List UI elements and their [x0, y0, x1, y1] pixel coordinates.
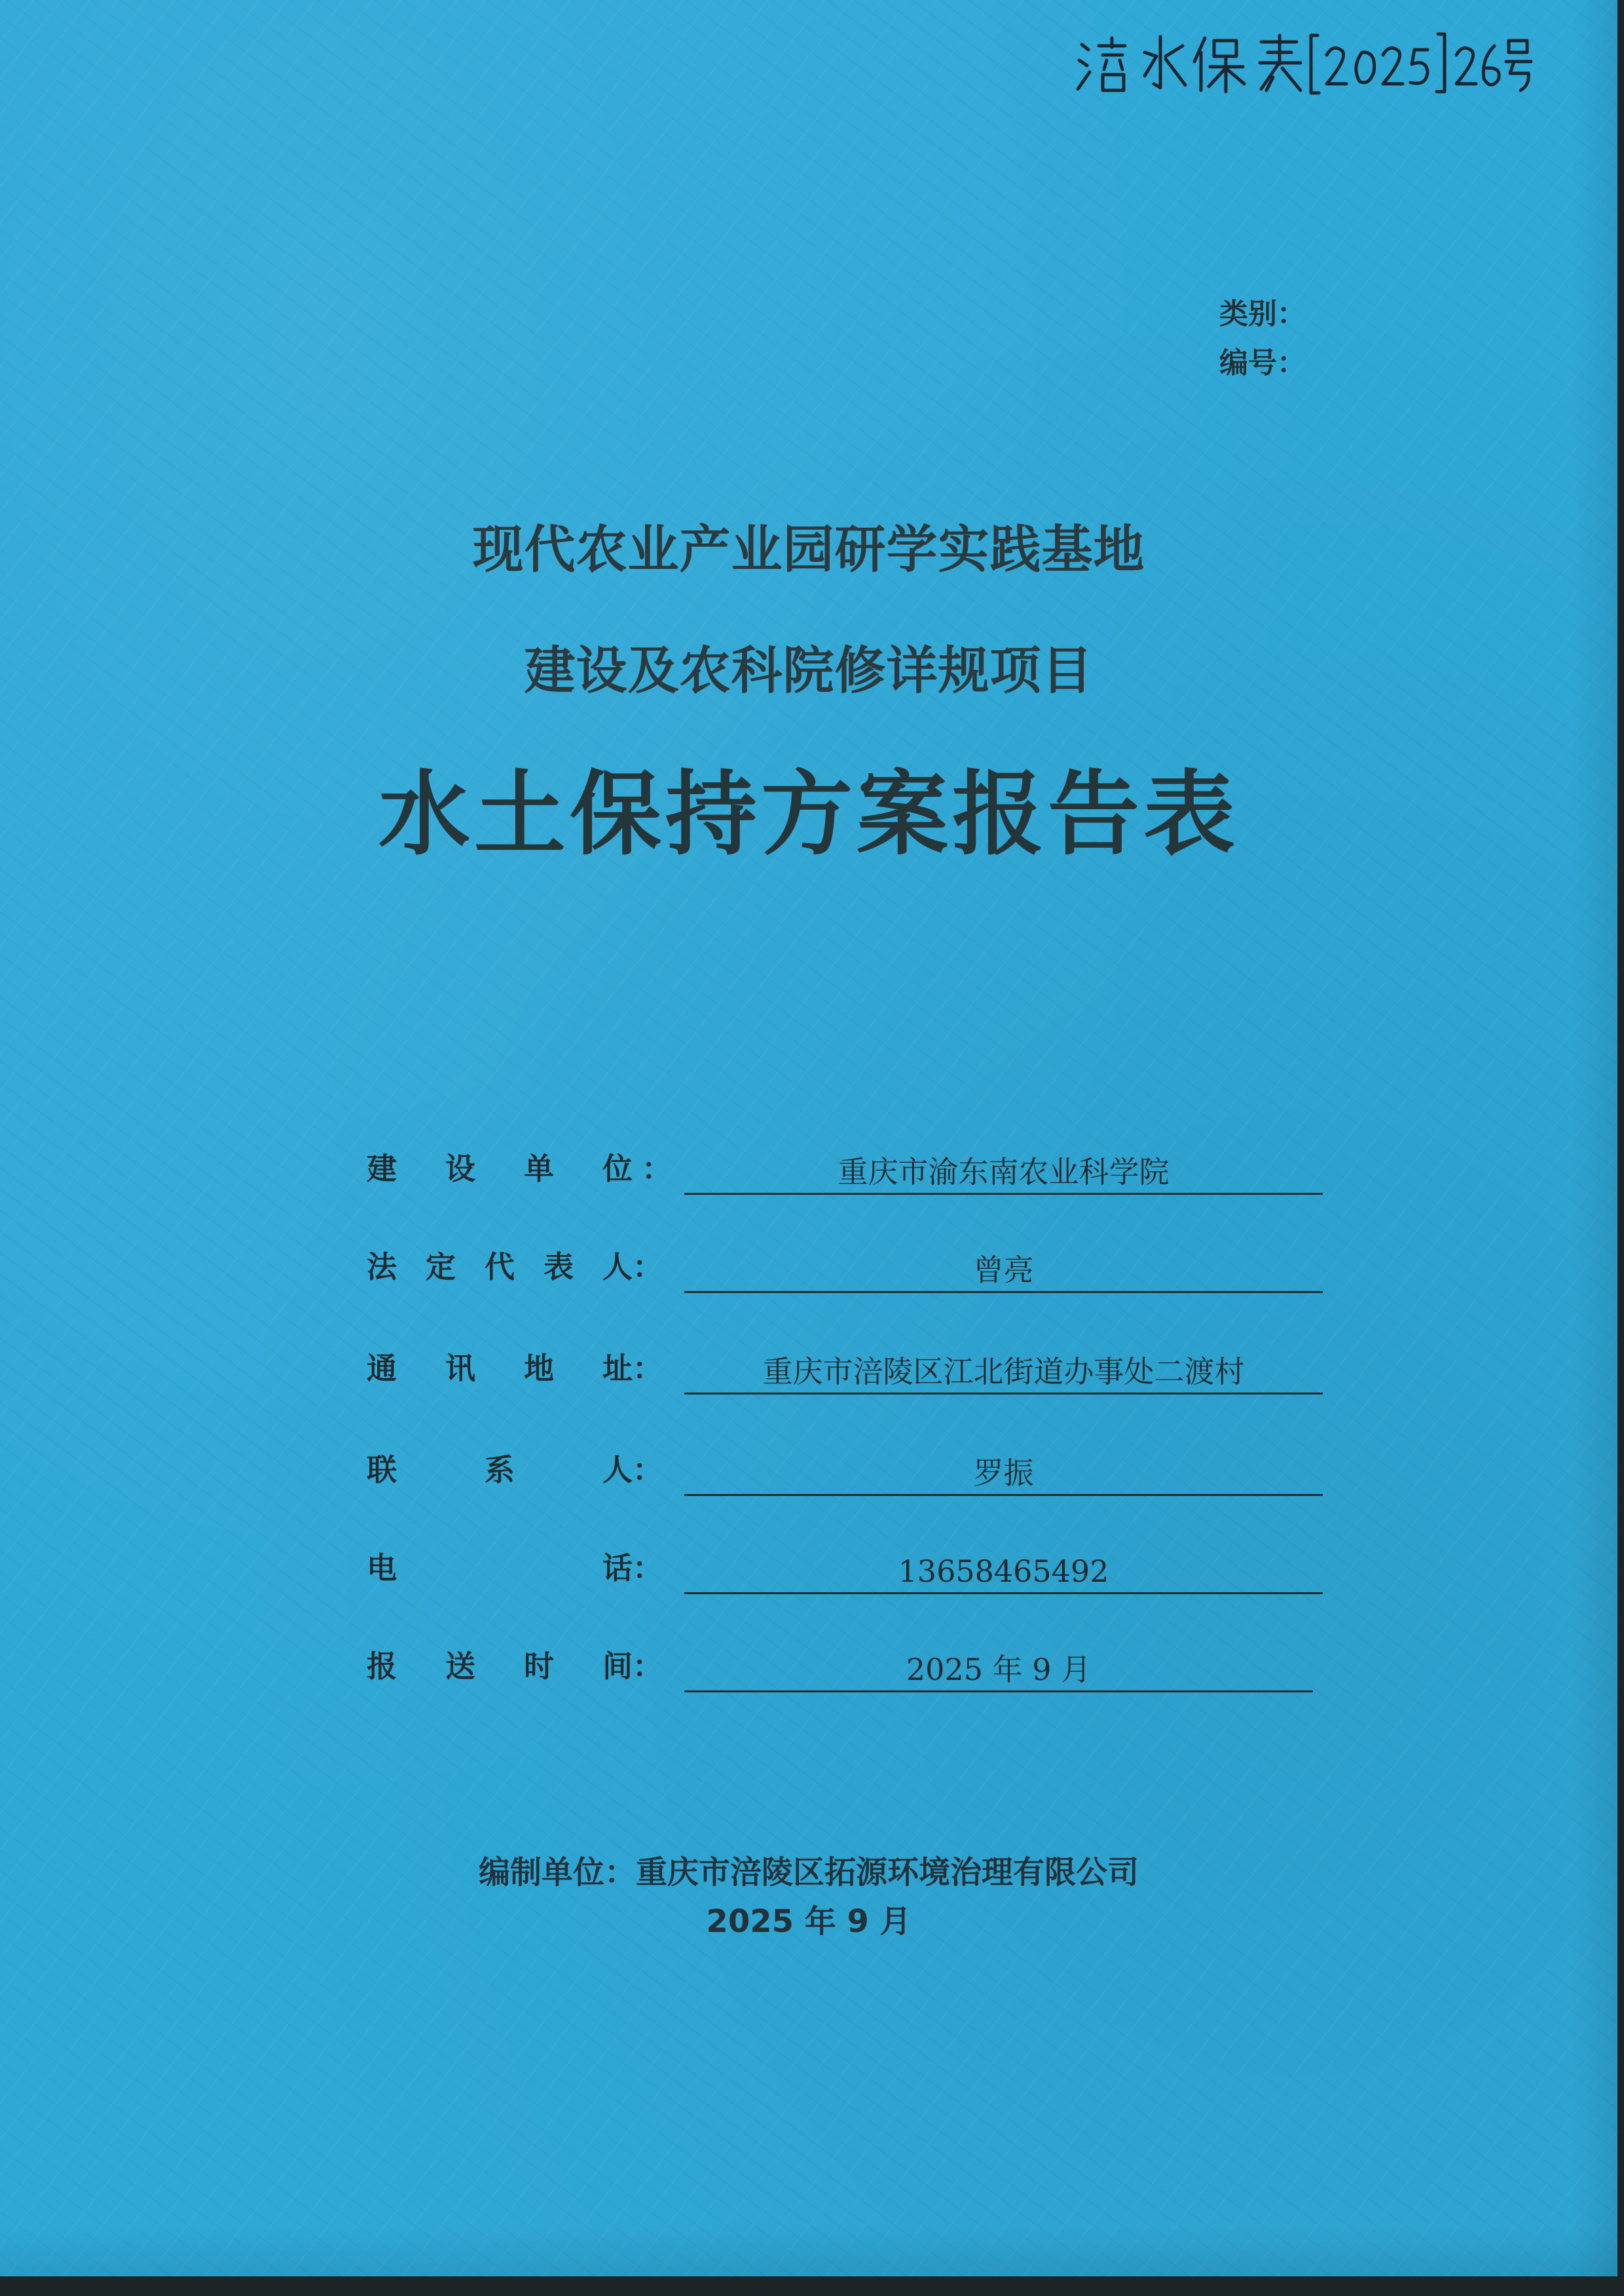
label-char: 间：	[602, 1649, 663, 1684]
telephone-value: 13658465492	[684, 1539, 1323, 1594]
label-char: 址：	[602, 1351, 663, 1386]
label-char: 送	[445, 1649, 475, 1684]
field-label	[367, 1339, 668, 1398]
label-char: 设	[445, 1151, 475, 1186]
label-char: 地	[524, 1351, 554, 1386]
label-char: 话：	[602, 1550, 663, 1586]
label-char: 代	[485, 1249, 515, 1285]
field-label	[367, 1237, 668, 1296]
label-char: 位	[602, 1151, 633, 1186]
label-char: 联	[367, 1452, 397, 1487]
field-legal-representative	[367, 1237, 1323, 1296]
project-title-line-1: 现代农业产业园研学实践基地	[472, 520, 1145, 579]
scan-border-right	[1617, 0, 1624, 2296]
label-char: ：	[642, 1151, 672, 1186]
label-char: 人：	[602, 1249, 663, 1285]
field-construction-unit	[367, 1139, 1323, 1198]
contact-person-value: 罗振	[684, 1440, 1323, 1496]
label-char: 法	[367, 1249, 397, 1285]
construction-unit-value: 重庆市渝东南农业科学院	[684, 1139, 1323, 1195]
label-char: 人：	[602, 1452, 663, 1487]
compiling-unit: 编制单位：重庆市涪陵区拓源环境治理有限公司	[478, 1854, 1139, 1891]
label-char: 讯	[445, 1351, 475, 1386]
submission-date-value: 2025 年 9 月	[684, 1637, 1313, 1692]
label-char: 表	[544, 1249, 574, 1285]
compiling-date: 2025 年 9 月	[706, 1903, 912, 1940]
field-telephone	[367, 1539, 1323, 1597]
label-char: 建	[367, 1151, 397, 1186]
label-char: 通	[367, 1351, 397, 1386]
label-char: 时	[524, 1649, 554, 1684]
field-submission-date	[367, 1637, 1323, 1696]
category-label: 类别：	[1219, 297, 1306, 331]
field-mailing-address	[367, 1339, 1323, 1398]
report-main-title: 水土保持方案报告表	[378, 761, 1239, 868]
legal-representative-value: 曾亮	[684, 1237, 1323, 1293]
scan-border-bottom	[0, 2276, 1624, 2296]
field-label	[367, 1637, 668, 1696]
field-label	[367, 1440, 668, 1499]
field-contact-person	[367, 1440, 1323, 1499]
number-label: 编号：	[1219, 346, 1306, 380]
label-char: 电	[367, 1550, 397, 1586]
project-title-line-2: 建设及农科院修详规项目	[524, 642, 1094, 701]
mailing-address-value: 重庆市涪陵区江北街道办事处二渡村	[684, 1339, 1323, 1394]
label-char: 系	[485, 1452, 515, 1487]
field-label	[367, 1539, 668, 1597]
label-char: 定	[426, 1249, 456, 1285]
label-char: 报	[367, 1649, 397, 1684]
field-label	[367, 1139, 672, 1198]
cover-shadow-bottom	[0, 2226, 1617, 2276]
label-char: 单	[524, 1151, 554, 1186]
handwritten-reference-number	[1074, 26, 1532, 98]
